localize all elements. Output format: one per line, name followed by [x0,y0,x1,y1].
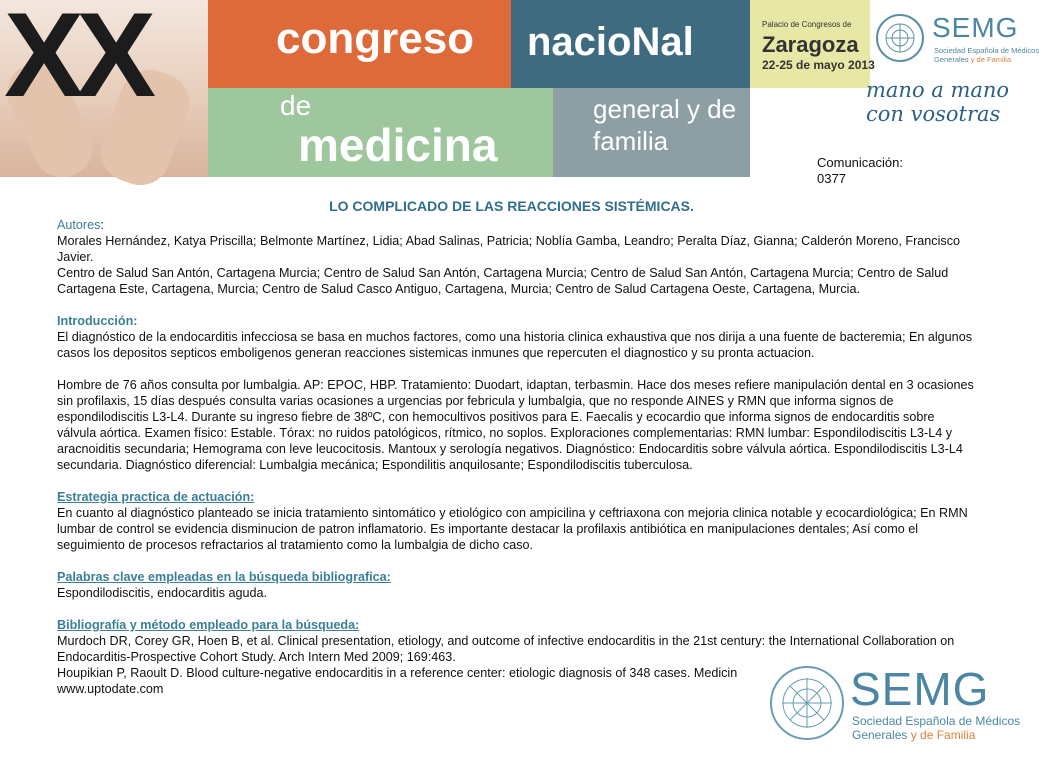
banner-word-nacional: nacioNal [527,20,694,64]
tile-venue [750,0,875,88]
venue-city: Zaragoza [762,32,859,57]
semg-logo-subtitle [852,714,1020,742]
semg-logo-name: SEMG [850,663,990,715]
semg-logo-bottom [766,662,1023,762]
semg-logo-sub-line1: Sociedad Española de Médicos [852,714,1021,728]
tile-general-familia [553,88,750,177]
autores-label: Autores [57,218,101,232]
slogan-handwritten: mano a mano con vosotras [866,78,1010,126]
congress-numeral: XX [4,0,149,122]
semg-logo-subtitle [934,46,1039,64]
communication-number [817,155,903,187]
estrategia-text: En cuanto al diagnóstico planteado se inicia tratamiento sintomático y etiológico con ampicilina y ceftriaxona con mejoria clinica notable y ecocardiológica; En RMN lumbar de control se evidencia disminucion de patron inflamatorio. Es importante destacar la profilaxis antibiótica en manipulaciones dentales; Así como el seguimiento de procesos refractarios al tratamiento como la lumbalgia de dicho caso. [57,506,968,552]
banner-word-general: general y de [593,94,737,124]
banner-word-familia: familia [593,126,669,156]
semg-logo-top [876,10,1039,70]
bibliografia-ref-1: Murdoch DR, Corey GR, Hoen B, et al. Clinical presentation, etiology, and outcome of infective endocarditis in the 21st century: the International Collaboration on Endocarditis-Prospective Cohort Study. Arch Intern Med 2009; 169:463. [57,634,955,664]
communication-label: Comunicación: [817,155,903,170]
autores-text: Morales Hernández, Katya Priscilla; Belmonte Martínez, Lidia; Abad Salinas, Patricia; Noblía Gamba, Leandro; Peralta Díaz, Gianna; Calderón Moreno, Francisco Javier. [57,234,960,264]
venue-dates: 22-25 de mayo 2013 [762,58,875,72]
semg-logo-sub-line2b: y de Familia [910,728,976,742]
bibliografia-heading: Bibliografía y método empleado para la búsqueda: [57,618,360,632]
semg-logo-sub-line2b: y de Familia [970,55,1012,64]
venue-line: Palacio de Congresos de [762,20,852,29]
caso-clinico-text: Hombre de 76 años consulta por lumbalgia. AP: EPOC, HBP. Tratamiento: Duodart, idaptan, terbasmin. Hace dos meses refiere manipulación dental en 3 ocasiones sin profilaxis, 15 días después consulta varias ocasiones a urgencias por febricula y lumbalgia, que no responde AINES y RMN que informa signos de espondilodiscitis L3-L4. Durante su ingreso fiebre de 38ºC, con hemocultivos positivos para E. Faecalis y ecocardio que informa signos de endocarditis sobre válvula aórtica. Examen físico: Estable. Tórax: no ruidos patológicos, rítmico, no soplos. Exploraciones complementarias: RMN lumbar: Espondilodiscitis L3-L4 y aracnoiditis secundaria; Hemograma con leve leucocitosis. Mantoux y serología negativos. Diagnóstico: Endocarditis sobre válvula aórtica. Espondilodiscitis L3-L4 secundaria. Diagnóstico diferencial: Lumbalgia mecánica; Espondilitis anquilosante; Espondilodiscitis tuberculosa. [57,378,974,472]
document-title: LO COMPLICADO DE LAS REACCIONES SISTÉMICAS. [329,198,694,214]
bibliografia-ref-3: www.uptodate.com [57,682,164,696]
tile-nacional [511,0,750,88]
communication-id: 0377 [817,171,846,186]
introduccion-text: El diagnóstico de la endocarditis infecciosa se basa en muchos factores, como una historia clinica exhaustiva que nos dirija a una fuente de bacteremia; En algunos casos los depositos septicos emboligenos generan reacciones sistemicas inmunes que repercuten el diagnostico y su pronta actuacion. [57,330,972,360]
semg-logo-sub-line2a: Generales [934,55,971,64]
bibliografia-ref-2: Houpikian P, Raoult D. Blood culture-negative endocarditis in a reference center: etiologic diagnosis of 348 cases. Medicin [57,666,738,680]
estrategia-heading: Estrategia practica de actuación: [57,490,255,504]
centros-text: Centro de Salud San Antón, Cartagena Murcia; Centro de Salud San Antón, Cartagena Murcia; Centro de Salud San Antón, Cartagena Murcia; Centro de Salud Cartagena Este, Cartagena, Murcia; Centro de Salud Casco Antiguo, Cartagena, Murcia; Centro de Salud Cartagena Oeste, Cartagena, Murcia. [57,266,949,296]
tile-medicina [208,88,553,177]
document-body: Autores: Morales Hernández, Katya Priscilla; Belmonte Martínez, Lidia; Abad Salinas, Patricia; Noblía Gamba, Leandro; Peralta Díaz, Gianna; Calderón Moreno, Francisco Javier. Centro de Salud San Antón, Cartagena Murcia; Centro de Salud San Antón, Cartagena Murcia; Centro de Salud San Antón, Cartagena Murcia; Centro de Salud Cartagena Este, Cartagena, Murcia; Centro de Salud Casco Antiguo, Cartagena, Murcia; Centro de Salud Cartagena Oeste, Cartagena, Murcia. Introducción: El diagnóstico de la endocarditis infecciosa se basa en muchos factores, como una historia clinica exhaustiva que nos dirija a una fuente de bacteremia; En algunos casos los depositos septicos emboligenos generan reacciones sistemicas inmunes que repercuten el diagnostico y su pronta actuacion. Hombre de 76 años consulta por lumbalgia. AP: EPOC, HBP. Tratamiento: Duodart, idaptan, terbasmin. Hace dos meses refiere manipulación dental en 3 ocasiones sin profilaxis, 15 días después consulta varias ocasiones a urgencias por febricula y lumbalgia, que no responde AINES y RMN que informa signos de espondilodiscitis L3-L4. Durante su ingreso fiebre de 38ºC, con hemocultivos positivos para E. Faecalis y ecocardio que informa signos de endocarditis sobre válvula aórtica. Examen físico: Estable. Tórax: no ruidos patológicos, rítmico, no soplos. Exploraciones complementarias: RMN lumbar: Espondilodiscitis L3-L4 y aracnoiditis secundaria; Hemograma con leve leucocitosis. Mantoux y serología negativos. Diagnóstico: Endocarditis sobre válvula aórtica. Espondilodiscitis L3-L4 secundaria. Diagnóstico diferencial: Lumbalgia mecánica; Espondilitis anquilosante; Espondilodiscitis tuberculosa. Estrategia practica de actuación: En cuanto al diagnóstico planteado se inicia tratamiento sintomático y etiológico con ampicilina y ceftriaxona con mejoria clinica notable y ecocardiológica; En RMN lumbar de control se evidencia disminucion de patron inflamatorio. Es importante destacar la profilaxis antibiótica en manipulaciones dentales; Así como el seguimiento de procesos refractarios al tratamiento como la lumbalgia de dicho caso. Palabras clave empleadas en la búsqueda bibliografica: Espondilodiscitis, endocarditis aguda. Bibliografía y método empleado para la búsqueda: Murdoch DR, Corey GR, Hoen B, et al. Clinical presentation, etiology, and outcome of infective endocarditis in the 21st century: the International Collaboration on Endocarditis-Prospective Cohort Study. Arch Intern Med 2009; 169:463. Houpikian P, Raoult D. Blood culture-negative endocarditis in a reference center: etiologic diagnosis of 348 cases. Medicin www.uptodate.com [57,217,977,697]
introduccion-heading: Introducción: [57,314,138,328]
semg-emblem-icon [770,666,844,740]
banner-word-medicina: medicina [298,119,498,171]
congress-banner [0,0,875,177]
semg-logo-name: SEMG [932,12,1019,43]
tile-congreso [208,0,511,88]
semg-logo-sub-line2a: Generales [852,728,911,742]
palabras-clave-heading: Palabras clave empleadas en la búsqueda bibliografica: [57,570,391,584]
banner-word-congreso: congreso [276,14,475,63]
hands-image [0,0,208,177]
semg-emblem-icon [876,14,924,62]
palabras-clave-text: Espondilodiscitis, endocarditis aguda. [57,586,268,600]
banner-word-de: de [280,90,312,121]
semg-logo-sub-line1: Sociedad Española de Médicos [934,46,1039,55]
